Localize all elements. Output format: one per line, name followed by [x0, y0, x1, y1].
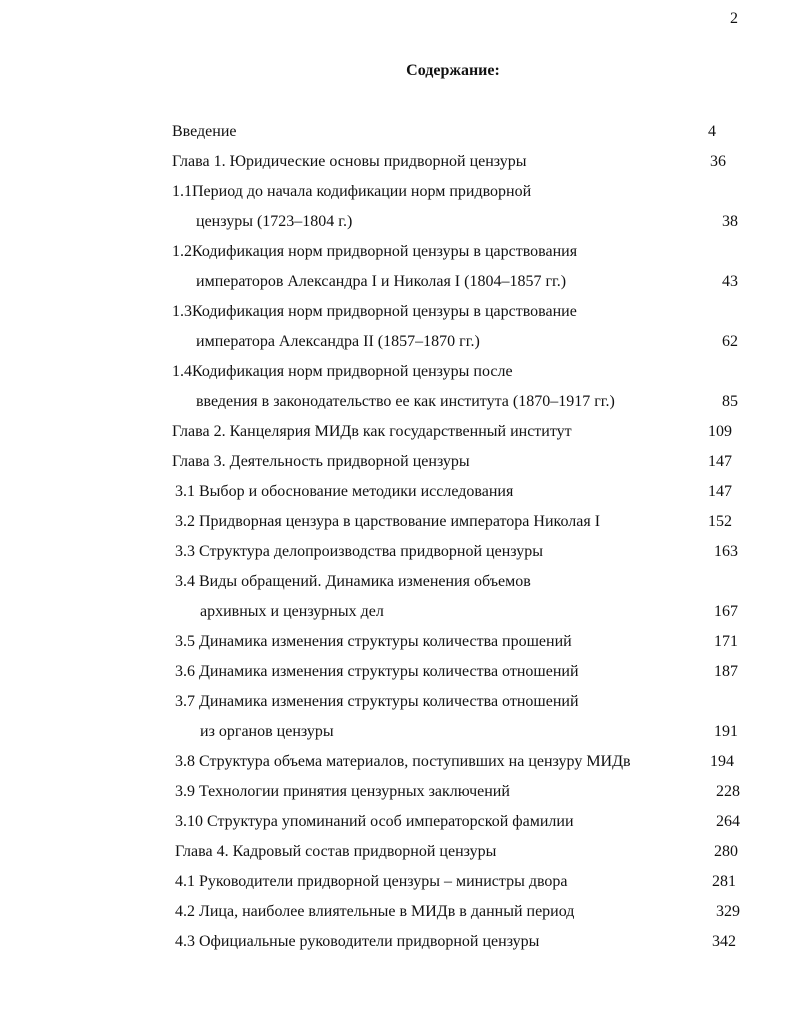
toc-entry-chapter-3 [0, 447, 798, 477]
toc-entry-page: 187 [714, 663, 738, 680]
toc-entry-section-1-1-cont [0, 207, 798, 237]
toc-entry-label: 3.6 Динамика изменения структуры количества отношений [175, 663, 579, 680]
toc-entry-section-1-3 [0, 297, 798, 327]
toc-entry-section-3-5 [0, 627, 798, 657]
toc-entry-label: 3.7 Динамика изменения структуры количества отношений [175, 693, 579, 710]
toc-entry-section-3-3 [0, 537, 798, 567]
toc-entry-label: 3.3 Структура делопроизводства придворной цензуры [175, 543, 544, 560]
toc-entry-section-3-10 [0, 807, 798, 837]
toc-entry-label: 3.8 Структура объема материалов, поступивших на цензуру МИДв [175, 753, 631, 770]
toc-entry-label: Глава 1. Юридические основы придворной цензуры [172, 153, 527, 170]
toc-entry-section-3-9 [0, 777, 798, 807]
toc-entry-page: 62 [722, 333, 738, 350]
toc-entry-label: из органов цензуры [200, 723, 334, 740]
toc-entry-label: 3.5 Динамика изменения структуры количества прошений [175, 633, 572, 650]
toc-entry-label: 3.4 Виды обращений. Динамика изменения объемов [175, 573, 531, 590]
toc-entry-page: 85 [722, 393, 738, 410]
toc-entry-label: Глава 2. Канцелярия МИДв как государственный институт [172, 423, 572, 440]
toc-entry-page: 152 [708, 513, 732, 530]
toc-entry-label: цензуры (1723–1804 г.) [196, 213, 353, 230]
toc-entry-label: 3.10 Структура упоминаний особ императорской фамилии [175, 813, 574, 830]
toc-entry-label: Глава 4. Кадровый состав придворной цензуры [175, 843, 497, 860]
toc-entry-section-3-4 [0, 567, 798, 597]
toc-entry-label: 3.9 Технологии принятия цензурных заключений [175, 783, 510, 800]
page-number: 2 [730, 10, 738, 27]
toc-entry-page: 228 [716, 783, 740, 800]
page-title: Содержание: [406, 62, 500, 79]
toc-entry-page: 147 [708, 453, 732, 470]
toc-entry-section-1-1 [0, 177, 798, 207]
toc-entry-section-4-2 [0, 897, 798, 927]
toc-entry-section-4-1 [0, 867, 798, 897]
toc-entry-section-1-4-cont [0, 387, 798, 417]
toc-entry-label: императора Александра II (1857–1870 гг.) [196, 333, 480, 350]
toc-entry-page: 4 [708, 123, 716, 140]
toc-entry-page: 109 [708, 423, 732, 440]
toc-entry-section-1-4 [0, 357, 798, 387]
toc-entry-label: архивных и цензурных дел [200, 603, 384, 620]
toc-entry-page: 280 [714, 843, 738, 860]
toc-entry-label: 3.2 Придворная цензура в царствование императора Николая I [175, 513, 601, 530]
toc-entry-section-3-4-cont [0, 597, 798, 627]
toc-entry-section-3-6 [0, 657, 798, 687]
toc-entry-section-1-2 [0, 237, 798, 267]
toc-entry-label: Глава 3. Деятельность придворной цензуры [172, 453, 470, 470]
toc-entry-page: 194 [710, 753, 734, 770]
toc-entry-section-1-3-cont [0, 327, 798, 357]
toc-entry-label: 4.3 Официальные руководители придворной цензуры [175, 933, 540, 950]
toc-entry-page: 163 [714, 543, 738, 560]
toc-entry-page: 329 [716, 903, 740, 920]
toc-entry-page: 264 [716, 813, 740, 830]
toc-entry-section-3-7 [0, 687, 798, 717]
toc-entry-chapter-1 [0, 147, 798, 177]
toc-entry-page: 171 [714, 633, 738, 650]
toc-entry-page: 43 [722, 273, 738, 290]
toc-entry-section-3-7-cont [0, 717, 798, 747]
toc-entry-page: 191 [714, 723, 738, 740]
toc-entry-introduction [0, 117, 798, 147]
toc-entry-label: 4.1 Руководители придворной цензуры – министры двора [175, 873, 568, 890]
toc-entry-page: 147 [708, 483, 732, 500]
toc-entry-section-3-8 [0, 747, 798, 777]
table-of-contents [0, 117, 798, 957]
toc-entry-page: 36 [710, 153, 726, 170]
toc-entry-label: 1.2Кодификация норм придворной цензуры в царствования [172, 243, 578, 260]
toc-entry-label: Введение [172, 123, 237, 140]
toc-entry-label: 3.1 Выбор и обоснование методики исследования [175, 483, 514, 500]
toc-entry-section-1-2-cont [0, 267, 798, 297]
toc-entry-section-4-3 [0, 927, 798, 957]
toc-entry-label: 4.2 Лица, наиболее влиятельные в МИДв в данный период [175, 903, 575, 920]
toc-entry-page: 167 [714, 603, 738, 620]
toc-entry-page: 342 [712, 933, 736, 950]
toc-entry-label: 1.1Период до начала кодификации норм придворной [172, 183, 532, 200]
toc-entry-section-3-1 [0, 477, 798, 507]
toc-entry-label: 1.3Кодификация норм придворной цензуры в царствование [172, 303, 577, 320]
toc-entry-page: 281 [712, 873, 736, 890]
toc-entry-page: 38 [722, 213, 738, 230]
toc-entry-chapter-2 [0, 417, 798, 447]
toc-entry-label: введения в законодательство ее как института (1870–1917 гг.) [196, 393, 615, 410]
toc-entry-label: императоров Александра I и Николая I (1804–1857 гг.) [196, 273, 567, 290]
toc-entry-chapter-4 [0, 837, 798, 867]
toc-entry-label: 1.4Кодификация норм придворной цензуры после [172, 363, 513, 380]
toc-entry-section-3-2 [0, 507, 798, 537]
